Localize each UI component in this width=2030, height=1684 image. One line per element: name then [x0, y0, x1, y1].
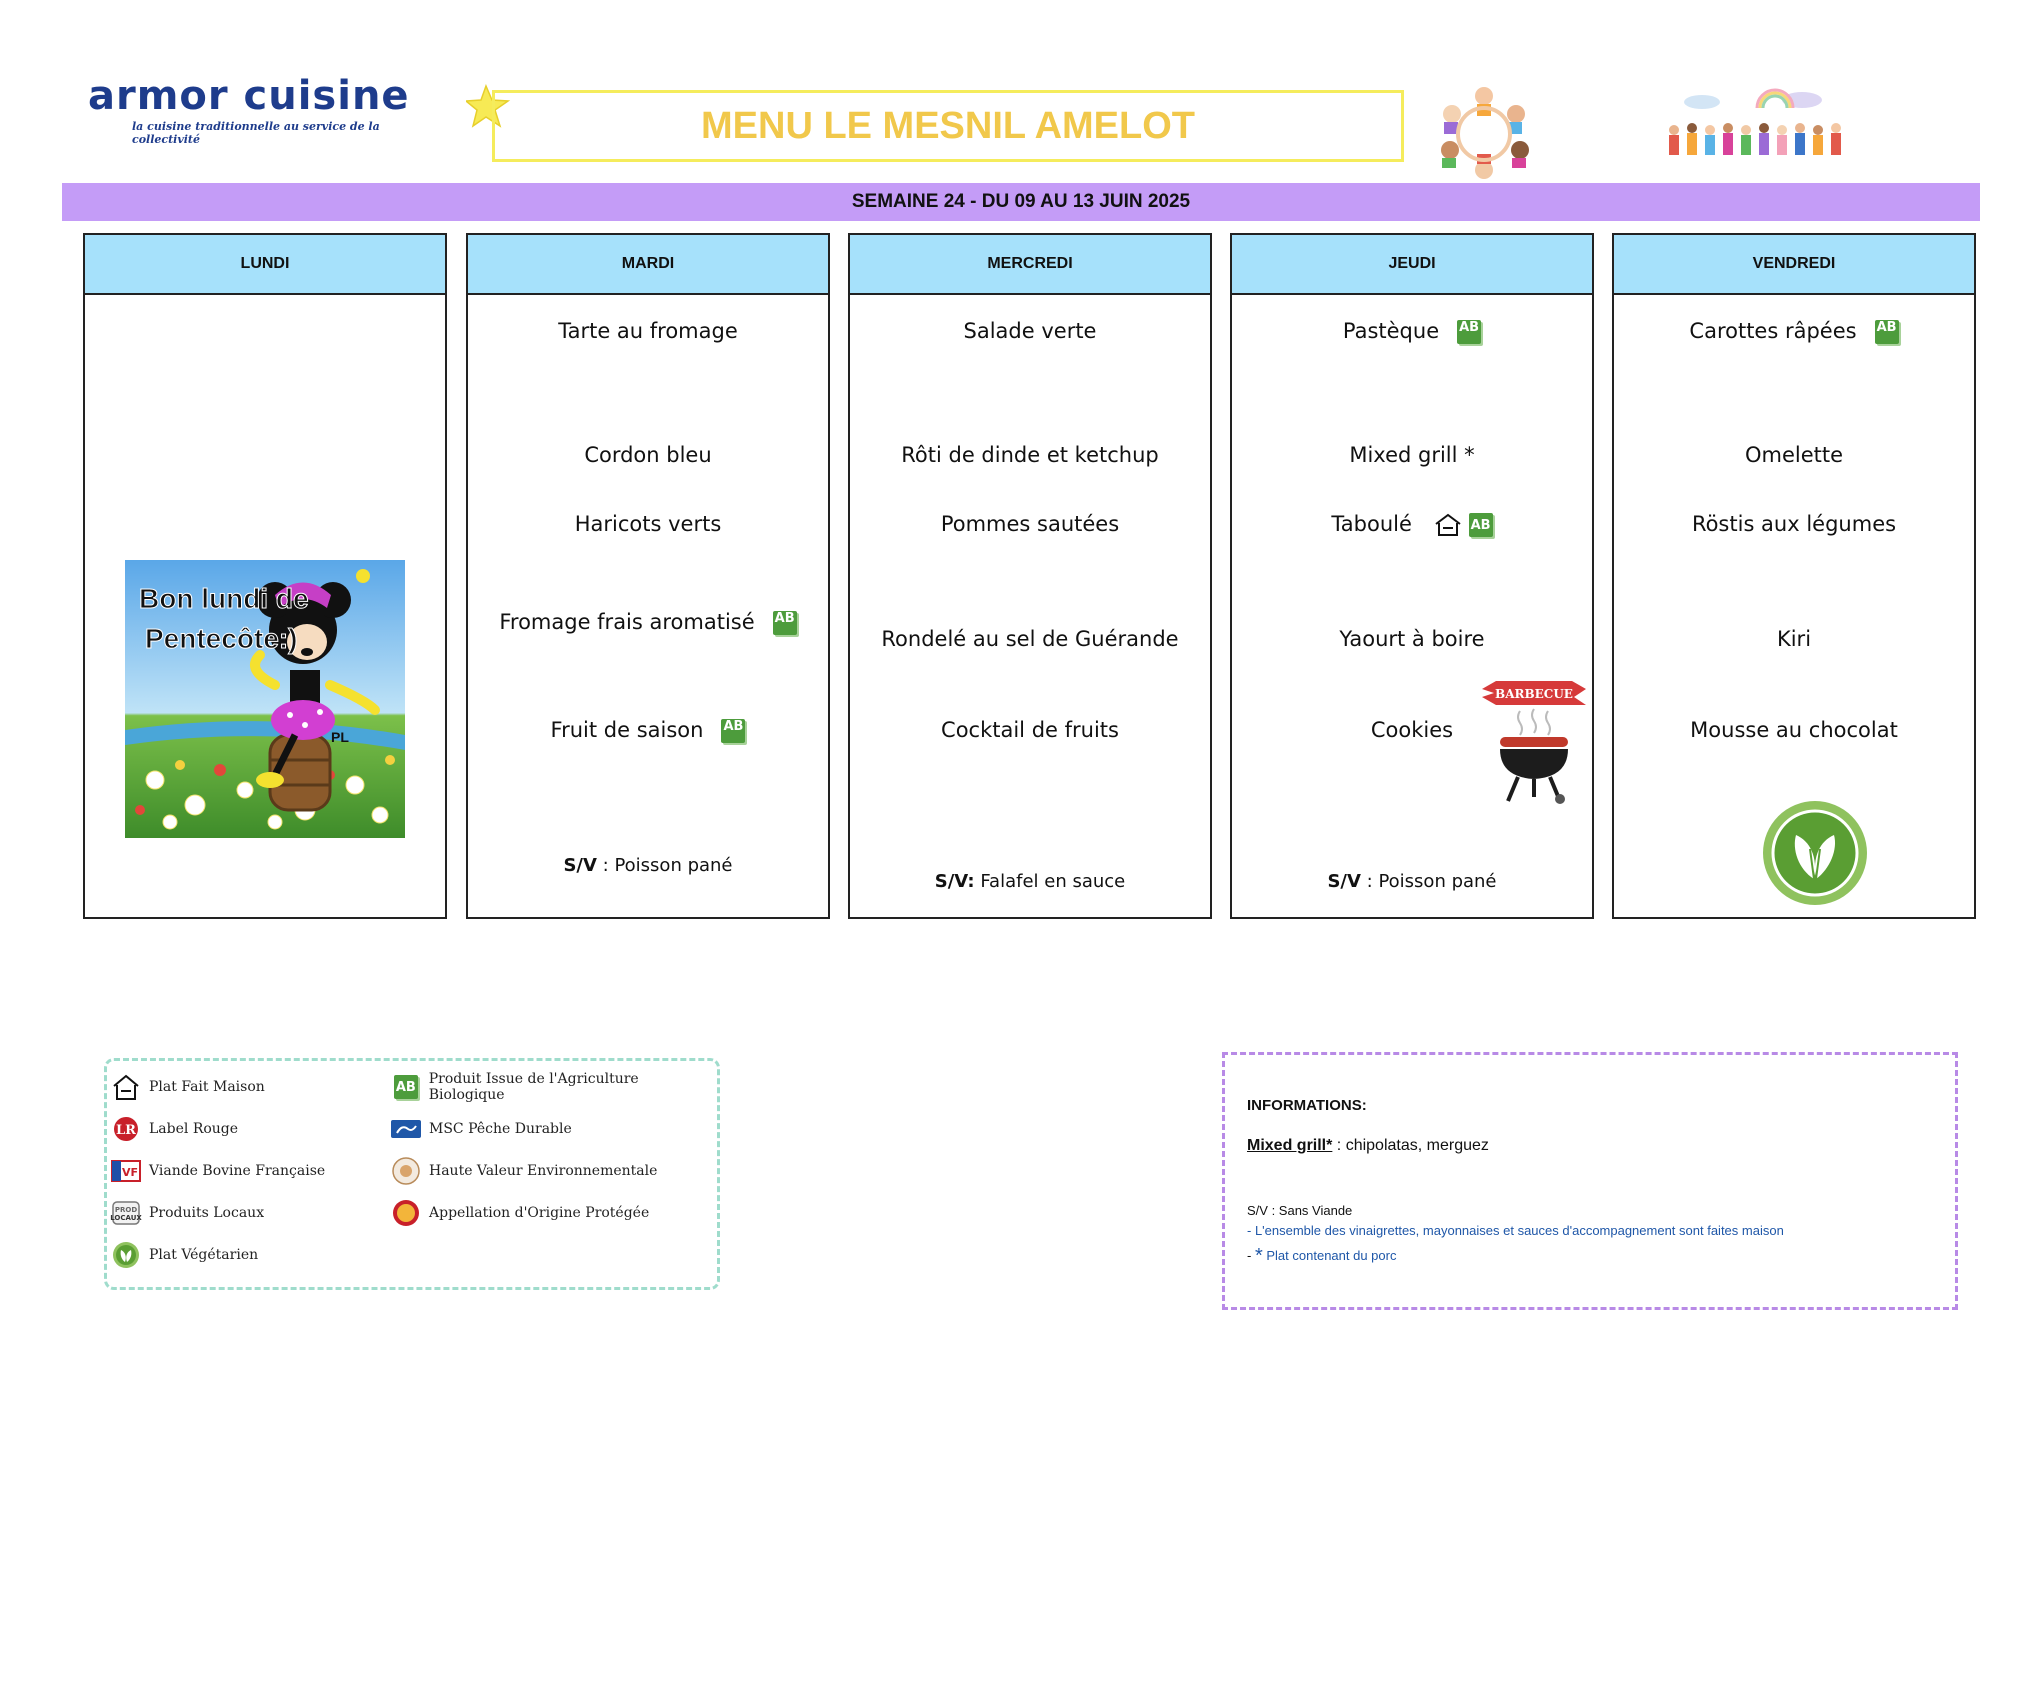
week-label: SEMAINE 24 - DU 09 AU 13 JUIN 2025	[851, 191, 1191, 212]
organic-icon: AB	[721, 719, 745, 743]
organic-icon: AB	[1457, 320, 1481, 344]
day-header: LUNDI	[85, 235, 445, 295]
legend-item: VF Viande Bovine Française	[109, 1155, 325, 1187]
legend-item: AB Produit Issue de l'Agriculture Biologique	[395, 1071, 639, 1103]
organic-icon: AB	[1469, 513, 1493, 537]
pork-note: - * Plat contenant du porc	[1247, 1245, 1397, 1267]
mixed-grill-info: Mixed grill* : chipolatas, merguez	[1247, 1137, 1489, 1154]
day-header: MARDI	[468, 235, 828, 295]
day-column-mardi	[466, 233, 830, 919]
menu-item-dairy: Fromage frais aromatisé AB	[468, 610, 828, 635]
brand-name: armor cuisine	[88, 73, 410, 119]
legend-item: Haute Valeur Environnementale	[389, 1155, 657, 1187]
barbecue-icon	[1478, 675, 1590, 805]
pentecost-card	[125, 560, 405, 838]
legend-item: Plat Végétarien	[109, 1239, 258, 1271]
menu-item-main: Cordon bleu	[584, 443, 712, 467]
svg-text:LOCAUX: LOCAUX	[110, 1214, 142, 1222]
organic-icon: AB	[1875, 320, 1899, 344]
day-header: JEUDI	[1232, 235, 1592, 295]
menu-item-side: Haricots verts	[574, 512, 722, 536]
msc-icon	[390, 1117, 422, 1141]
barbecue-label: BARBECUE	[1495, 687, 1573, 701]
viande-bovine-icon	[110, 1157, 142, 1185]
legend-item: MSC Pêche Durable	[389, 1113, 572, 1145]
vegetarian-icon	[111, 1240, 141, 1270]
menu-item-dairy: Yaourt à boire	[1339, 627, 1485, 651]
menu-title: MENU LE MESNIL AMELOT	[701, 104, 1195, 147]
menu-title-box	[492, 90, 1404, 162]
day-header: VENDREDI	[1614, 235, 1974, 295]
svg-text:VF: VF	[121, 1166, 139, 1179]
day-column-vendredi	[1612, 233, 1976, 919]
day-header: MERCREDI	[850, 235, 1210, 295]
menu-item-dessert: Fruit de saison AB	[468, 718, 828, 743]
brand-logo	[88, 72, 428, 152]
kids-row-illustration	[1662, 88, 1852, 168]
week-banner	[62, 183, 1980, 221]
day-column-jeudi	[1230, 233, 1594, 919]
menu-item-dessert: Mousse au chocolat	[1690, 718, 1898, 742]
menu-item-main: Rôti de dinde et ketchup	[901, 443, 1159, 467]
sv-definition: S/V : Sans Viande	[1247, 1203, 1353, 1218]
menu-item-starter: Tarte au fromage	[558, 319, 738, 343]
legend-item: LR Label Rouge	[109, 1113, 238, 1145]
house-icon	[111, 1073, 141, 1101]
card-greeting-line1: Bon lundi de	[139, 583, 309, 614]
organic-icon: AB	[394, 1075, 418, 1099]
menu-item-main: Mixed grill *	[1349, 443, 1475, 467]
menu-item-main: Omelette	[1744, 443, 1844, 467]
info-title: INFORMATIONS:	[1247, 1097, 1367, 1114]
menu-item-dairy: Rondelé au sel de Guérande	[881, 627, 1179, 651]
menu-item-dessert: Cookies	[1370, 718, 1454, 742]
legend-item: PROD LOCAUX Produits Locaux	[109, 1197, 264, 1229]
card-signature: PL	[331, 729, 349, 745]
menu-item-starter: Salade verte	[963, 319, 1097, 343]
vegetarian-alternative: S/V : Poisson pané	[1327, 871, 1497, 892]
legend-item: Plat Fait Maison	[109, 1071, 265, 1103]
label-rouge-icon	[111, 1115, 141, 1143]
vegetarian-alternative: S/V: Falafel en sauce	[934, 871, 1126, 892]
aop-icon	[391, 1198, 421, 1228]
legend-item: Appellation d'Origine Protégée	[389, 1197, 649, 1229]
day-column-mercredi	[848, 233, 1212, 919]
card-greeting-line2: Pentecôte:)	[145, 623, 298, 654]
svg-text:PROD: PROD	[114, 1206, 138, 1214]
vegetarian-alternative: S/V : Poisson pané	[563, 855, 733, 876]
vegetarian-icon	[1758, 799, 1872, 907]
day-column-lundi	[83, 233, 447, 919]
homemade-sauces-note: - L'ensemble des vinaigrettes, mayonnaises et sauces d'accompagnement sont faites maison	[1247, 1223, 1784, 1238]
menu-item-dairy: Kiri	[1776, 627, 1812, 651]
house-icon	[1433, 513, 1463, 537]
menu-item-starter: Pastèque AB	[1232, 319, 1592, 344]
menu-item-side: Pommes sautées	[940, 512, 1120, 536]
kids-circle-illustration	[1432, 84, 1536, 184]
menu-item-side: Röstis aux légumes	[1691, 512, 1897, 536]
star-marker: *	[1254, 1245, 1263, 1267]
menu-item-dessert: Cocktail de fruits	[941, 718, 1119, 742]
information-box	[1222, 1052, 1958, 1310]
legend-box	[104, 1058, 720, 1290]
menu-item-side: Taboulé AB	[1232, 512, 1592, 537]
svg-text:LR: LR	[116, 1123, 136, 1138]
menu-item-starter: Carottes râpées AB	[1614, 319, 1974, 344]
organic-icon: AB	[773, 611, 797, 635]
produits-locaux-icon	[110, 1198, 142, 1228]
brand-tagline: la cuisine traditionnelle au service de la collectivité	[132, 120, 380, 146]
hve-icon	[391, 1156, 421, 1186]
